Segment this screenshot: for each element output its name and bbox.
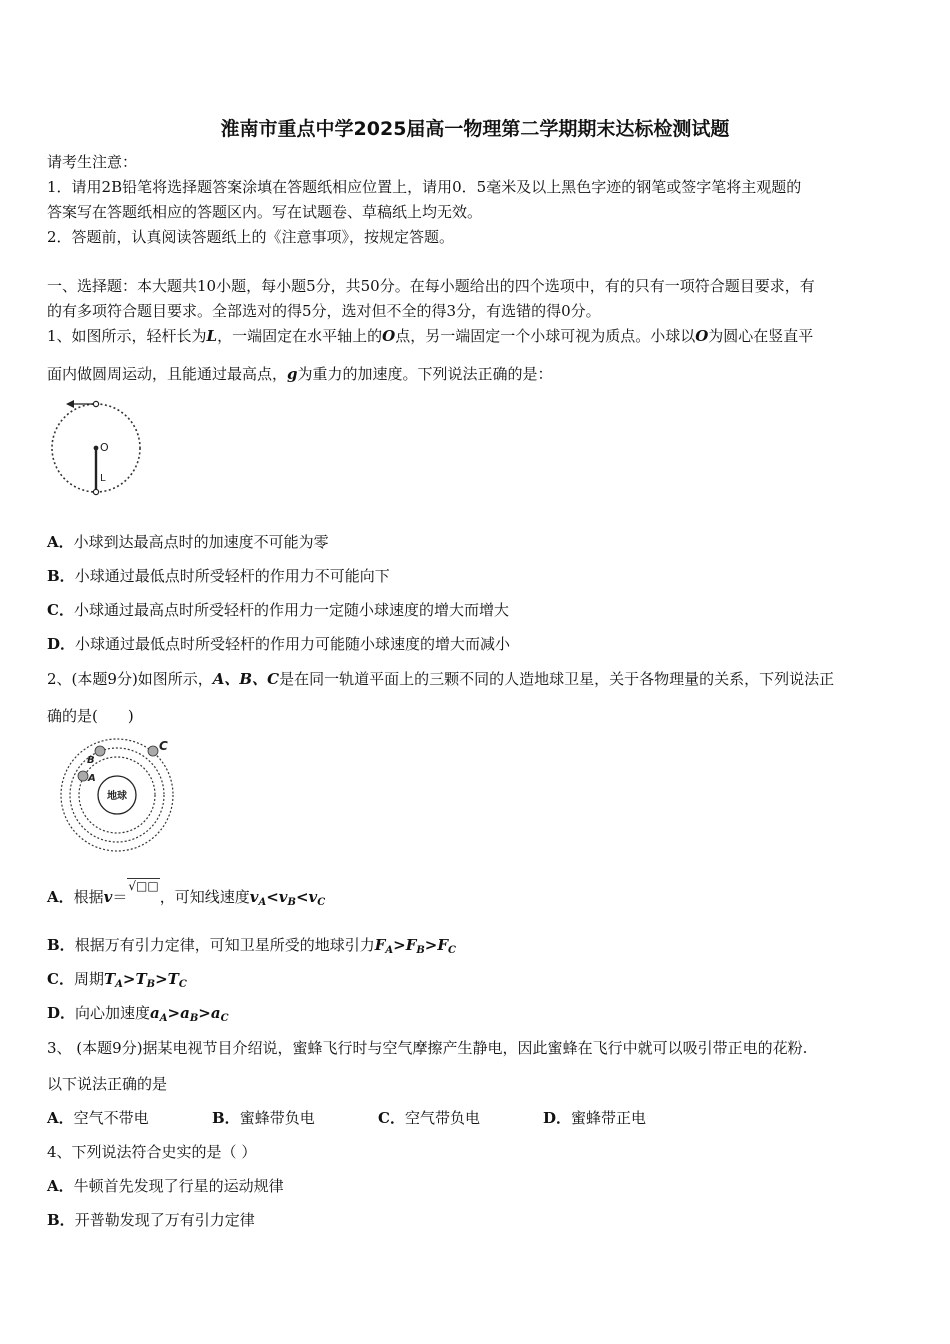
option-text: 空气带负电 (404, 1109, 480, 1127)
option-text: ，可知线速度 (159, 888, 250, 906)
q1-arrow-head-icon (66, 400, 74, 408)
q1-label-L: L (100, 473, 106, 484)
option-letter: A． (47, 888, 74, 906)
q1-option-a (47, 532, 329, 552)
notice-heading: 请考生注意： (47, 153, 138, 171)
option-letter: B． (47, 567, 75, 585)
q2-text: 2、(本题9分)如图所示， (47, 670, 213, 688)
option-letter: C． (378, 1109, 405, 1127)
q3-option-c (378, 1108, 480, 1128)
q2-satellite-orbits-figure (56, 734, 180, 856)
equals-sign: ＝ (112, 888, 128, 906)
option-letter: B． (47, 936, 75, 954)
q3-option-d (543, 1108, 646, 1128)
option-letter: A． (47, 1109, 74, 1127)
q4-option-b (47, 1210, 255, 1230)
q2-earth-label: 地球 (107, 791, 127, 802)
option-text: 根据万有引力定律，可知卫星所受的地球引力 (74, 936, 375, 954)
q3-stem-line-2: 以下说法正确的是 (47, 1075, 168, 1093)
q4-option-a (47, 1176, 284, 1196)
q1-text: 1、如图所示，轻杆长为 (47, 327, 207, 345)
q1-option-d (47, 634, 510, 654)
q2-label-c: C (159, 739, 168, 753)
q1-ball-top (93, 401, 98, 406)
option-text: 开普勒发现了万有引力定律 (74, 1211, 255, 1229)
q4-stem: 4、下列说法符合史实的是（ ） (47, 1143, 257, 1161)
q1-var-O: O (695, 327, 709, 345)
q2-option-c (47, 969, 187, 995)
option-text: 蜜蜂带负电 (239, 1109, 315, 1127)
option-text: 根据 (73, 888, 104, 906)
q1-text: 为重力的加速度。下列说法正确的是： (297, 365, 553, 383)
q3-stem-line-1: 3、 (本题9分)据某电视节目介绍说，蜜蜂飞行时与空气摩擦产生静电，因此蜜蜂在飞行中就可以吸引带正电的花粉. (47, 1039, 808, 1057)
q2-label-a: A (88, 773, 96, 784)
q1-pivot-point (94, 446, 99, 451)
q1-text: 为圆心在竖直平 (708, 327, 814, 345)
q2-option-d (47, 1003, 229, 1029)
option-text: 牛顿首先发现了行星的运动规律 (73, 1177, 284, 1195)
option-letter: D． (47, 635, 76, 653)
q2-label-b: B (87, 755, 95, 766)
option-text: 小球到达最高点时的加速度不可能为零 (73, 533, 329, 551)
option-letter: B． (47, 1211, 75, 1229)
q2-stem-line-2: 确的是( ) (47, 707, 134, 725)
q1-stem-line-1 (47, 326, 813, 346)
q1-label-O: O (100, 441, 109, 454)
q1-var-g: g (287, 365, 298, 383)
q2-var-v: v (103, 888, 113, 906)
option-letter: D． (543, 1109, 572, 1127)
q1-stem-line-2 (47, 364, 553, 384)
q1-text: 面内做圆周运动，且能通过最高点， (47, 365, 288, 383)
option-letter: A． (47, 1177, 74, 1195)
option-text: 向心加速度 (75, 1004, 151, 1022)
q1-text: 点，另一端固定一个小球可视为质点。小球以 (395, 327, 696, 345)
q3-option-b (212, 1108, 315, 1128)
q1-var-L: L (206, 327, 218, 345)
option-letter: C． (47, 601, 74, 619)
sqrt-content: □□ (136, 879, 159, 893)
option-letter: B． (212, 1109, 240, 1127)
option-letter: C． (47, 970, 74, 988)
option-text: 小球通过最低点时所受轻杆的作用力可能随小球速度的增大而减小 (75, 635, 511, 653)
q2-option-a (47, 879, 326, 913)
q1-option-b (47, 566, 390, 586)
option-letter: A． (47, 533, 74, 551)
q1-circular-motion-figure (44, 393, 154, 508)
q2-option-b (47, 935, 456, 961)
sqrt-radical: √□□ (128, 879, 159, 893)
section-line-1: 一、选择题：本大题共10小题，每小题5分，共50分。在每小题给出的四个选项中，有的只有一项符合题目要求，有 (47, 277, 815, 295)
q2-text: 是在同一轨道平面上的三颗不同的人造地球卫星，关于各物理量的关系，下列说法正 (279, 670, 835, 688)
page-title: 淮南市重点中学2025届高一物理第二学期期末达标检测试题 (220, 118, 730, 140)
section-line-2: 的有多项符合题目要求。全部选对的得5分，选对但不全的得3分，有选错的得0分。 (47, 302, 601, 320)
notice-line-1a: 1．请用2B铅笔将选择题答案涂填在答题纸相应位置上，请用0．5毫米及以上黑色字迹的钢笔或签字笔将主观题的 (47, 178, 802, 196)
q2-satellite-a (78, 771, 88, 781)
q1-var-O: O (382, 327, 396, 345)
notice-line-2: 2．答题前，认真阅读答题纸上的《注意事项》，按规定答题。 (47, 228, 455, 246)
q2-relation-v: $v_A<v_B<v_C$ (249, 888, 326, 908)
q2-satellite-c (148, 746, 158, 756)
option-text: 小球通过最低点时所受轻杆的作用力不可能向下 (74, 567, 390, 585)
q2-satellite-b (95, 746, 105, 756)
q2-relation-a: $a_A>a_B>a_C$ (150, 1004, 229, 1024)
option-text: 蜜蜂带正电 (571, 1109, 647, 1127)
q2-stem-line-1 (47, 669, 834, 689)
option-text: 小球通过最高点时所受轻杆的作用力一定随小球速度的增大而增大 (73, 601, 509, 619)
q2-relation-t: $T_A>T_B>T_C$ (103, 970, 187, 990)
option-text: 空气不带电 (73, 1109, 149, 1127)
q2-satellites: A、B、C (212, 670, 280, 688)
option-letter: D． (47, 1004, 76, 1022)
q1-text: ，一端固定在水平轴上的 (217, 327, 383, 345)
option-text: 周期 (73, 970, 104, 988)
q2-relation-f: $F_A>F_B>F_C$ (374, 936, 456, 956)
q3-option-a (47, 1108, 149, 1128)
q1-ball-bottom (93, 489, 98, 494)
q1-option-c (47, 600, 509, 620)
notice-line-1b: 答案写在答题纸相应的答题区内。写在试题卷、草稿纸上均无效。 (47, 203, 483, 221)
